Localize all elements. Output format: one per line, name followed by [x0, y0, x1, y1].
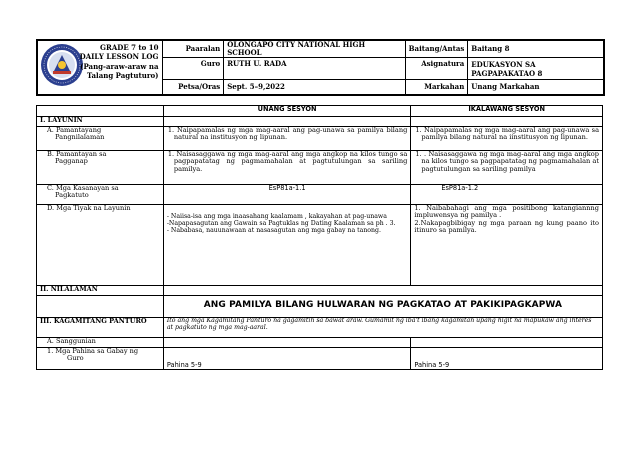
- petsa-value: Sept. 5–9,2022: [224, 79, 405, 94]
- guro-value: RUTH U. RADA: [224, 57, 405, 79]
- empty-cell: [163, 338, 410, 348]
- pagganap-s1: 1. Naisasaggawa ng mga mag-aaral ang mga angkop na kilos tungo sa pagpapatatag ng pagmamahalan at pagtutulungan sa sariling pamilya.: [163, 151, 410, 185]
- kagamitan-note: Ito ang mga Kagamitang Panturo na gagamitin sa bawat araw. Gumamit ng iba't ibang kagamitan upang higit na mapukaw ang interes at pagkatuto ng mga mag-aaral.: [163, 318, 602, 338]
- pagganap-label-line-2: Pagganap: [55, 157, 88, 166]
- lesson-table: [36, 105, 603, 370]
- table-row: [37, 205, 603, 286]
- gabay-label: [37, 348, 164, 370]
- grade-range: GRADE 7 to 10: [100, 43, 159, 52]
- table-row: [37, 106, 603, 117]
- pamantayang-label-line-2: Pangnilalaman: [55, 133, 105, 142]
- table-row: [37, 151, 603, 185]
- asignatura-value-line-2: PAGPAPAKATAO 8: [471, 68, 543, 78]
- sanggunian-label: A. Sanggunian: [37, 338, 164, 348]
- log-subtitle-1: (Pang-araw-araw na: [80, 61, 159, 71]
- tiyak-label: D. Mga Tiyak na Layunin: [37, 205, 164, 286]
- log-title: DAILY LESSON LOG: [79, 52, 159, 62]
- table-row: [37, 127, 603, 151]
- kasanayan-label-line-1: C. Mga Kasanayan sa: [47, 184, 119, 192]
- table-row: [37, 286, 603, 296]
- kasanayan-label: [37, 185, 164, 205]
- col1-header: UNANG SESYON: [163, 106, 410, 117]
- col2-header: IKALAWANG SESYON: [411, 106, 603, 117]
- markahan-value: Unang Markahan: [468, 79, 604, 94]
- empty-cell: [163, 286, 602, 296]
- pagganap-label: [37, 151, 164, 185]
- dll-header: [36, 39, 605, 96]
- kasanayan-label-line-2: Pagkatuto: [55, 191, 89, 200]
- nilalaman-heading: II. NILALAMAN: [37, 286, 164, 296]
- pamantayang-s1: 1. Naipapamalas ng mga mag-aaral ang pag-unawa sa pamilya bilang natural na institusyon ng lipunan.: [163, 127, 410, 151]
- table-row: [37, 296, 603, 318]
- gabay-s2: Pahina 5-9: [411, 348, 603, 370]
- petsa-label: Petsa/Oras: [162, 79, 224, 94]
- tiyak-s1-line: - Naiisa-isa ang mga inaasahang kaalamam , kakayahan at pag-unawa: [166, 213, 387, 220]
- table-row: [37, 318, 603, 338]
- empty-cell: [163, 117, 410, 127]
- guro-label: Guro: [162, 57, 224, 79]
- tiyak-s1: [163, 205, 410, 286]
- tiyak-s2: [411, 205, 603, 286]
- pamantayang-label-line-1: A. Pamantayang: [47, 126, 102, 134]
- empty-cell: [411, 338, 603, 348]
- asignatura-label: Asignatura: [405, 57, 468, 79]
- header-empty-cell: [37, 106, 164, 117]
- asignatura-value-line-1: EDUKASYON SA: [471, 59, 536, 69]
- pamantayang-s2: 1. Naipapamalas ng mga mag-aaral ang pag-unawa sa pamilya bilang natural na iinstitusyon ng lipunan.: [411, 127, 603, 151]
- logo-title-cell: [38, 41, 163, 95]
- deped-seal-icon: [40, 43, 84, 87]
- gabay-label-line-1: 1. Mga Pahina sa Gabay ng: [47, 347, 139, 355]
- kagamitan-heading: III. KAGAMITANG PANTURO: [37, 318, 164, 338]
- table-row: [37, 185, 603, 205]
- empty-cell: [411, 117, 603, 127]
- kasanayan-s1: EsP81a-1.1: [163, 185, 410, 205]
- paaralan-label: Paaralan: [162, 41, 224, 58]
- table-row: [37, 348, 603, 370]
- gabay-s1: Pahina 5-9: [163, 348, 410, 370]
- pamantayang-label: [37, 127, 164, 151]
- nilalaman-title: ANG PAMILYA BILANG HULWARAN NG PAGKATAO AT PAKIKIPAGKAPWA: [163, 296, 602, 318]
- paaralan-value: OLONGAPO CITY NATIONAL HIGH SCHOOL: [224, 41, 405, 58]
- baitang-label: Baitang/Antas: [405, 41, 468, 58]
- gabay-label-line-2: Guro: [67, 354, 84, 363]
- tiyak-s1-line: - Nababasa, nauunawaan at nasasagutan ang mga gabay na tanong.: [166, 226, 381, 234]
- asignatura-value: [468, 57, 604, 79]
- pagganap-label-line-1: B. Pamantayan sa: [47, 150, 107, 158]
- tiyak-s2-line: 2.Nakapagbibigay ng mga paraan ng kung paano ito itinuro sa pamilya.: [414, 218, 599, 235]
- empty-cell: [37, 296, 164, 318]
- layunin-heading: I. LAYUNIN: [37, 117, 164, 127]
- tiyak-s2-line: 1. Naibabahagi ang mga positibong katangiannng impluwensya ng pamilya .: [414, 204, 599, 220]
- kasanayan-s2: EsP81a-1.2: [411, 185, 603, 205]
- header-table: [37, 40, 604, 95]
- markahan-label: Markahan: [405, 79, 468, 94]
- pagganap-s2: 1. . Naisasaggawa ng mga mag-aaral ang mga angkop na kilos tungo sa pagpapatatag ng pagmamahalan at pagtutulungan sa sariling pamilya: [411, 151, 603, 185]
- baitang-value: Baitang 8: [468, 41, 604, 58]
- tiyak-s1-line: -Napapasagutan ang Gawain sa Pagtuklas ng Dating Kaalaman sa ph . 3.: [166, 219, 396, 227]
- table-row: [37, 117, 603, 127]
- log-subtitle-2: Talang Pagtuturo): [86, 71, 159, 81]
- table-row: [37, 338, 603, 348]
